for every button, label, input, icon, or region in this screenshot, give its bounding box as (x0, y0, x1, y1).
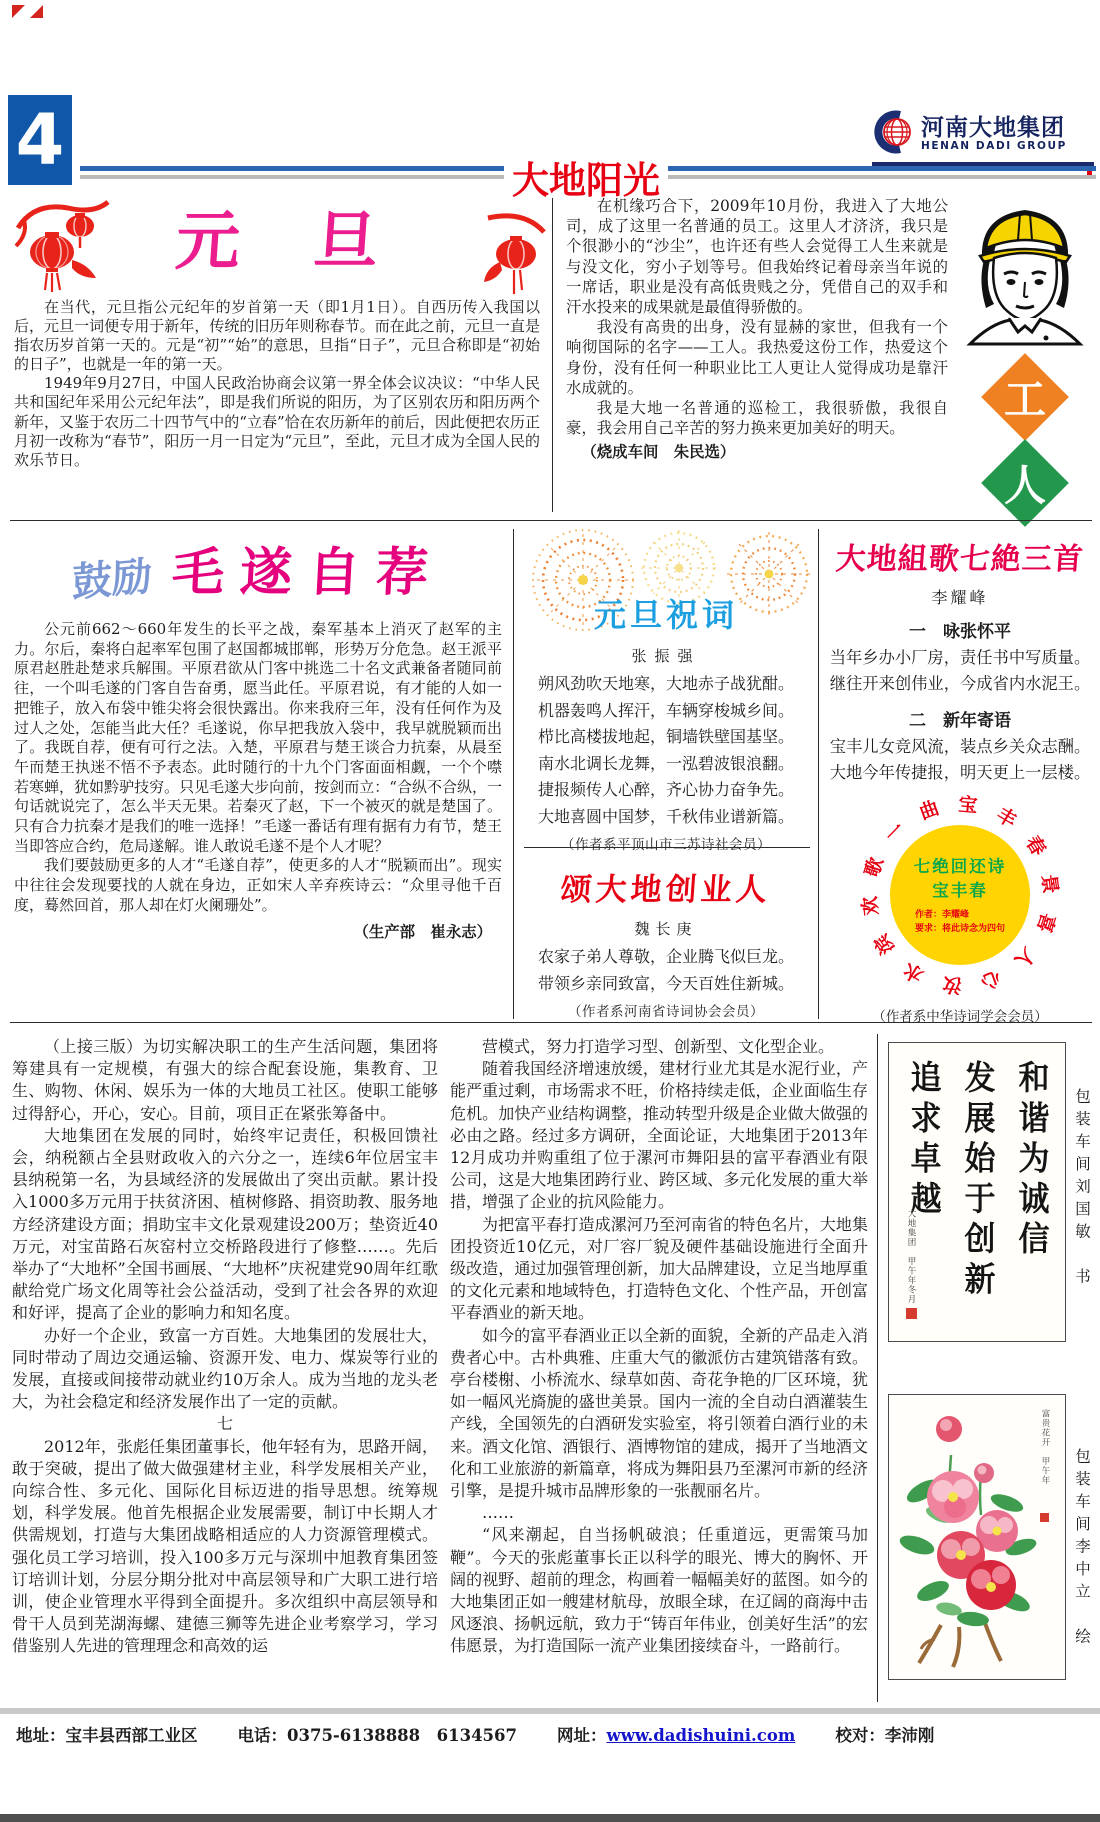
paragraph: 我是大地一名普通的巡检工，我很骄傲，我很自豪，我会用自己辛苦的努力换来更加美好的明天。 (566, 399, 948, 438)
painting-inscription: 富贵花开 甲午年 (1040, 1409, 1050, 1485)
article-title-song: 颂大地创业人 (559, 872, 773, 908)
article-author: 魏长庚 (634, 920, 698, 938)
article-worker (566, 196, 1094, 530)
circle-title: 宝丰春 (932, 880, 988, 900)
crop-mark-icon (30, 5, 43, 18)
masthead-title: 大地阳光 (512, 159, 660, 202)
paragraph: …… (482, 1503, 514, 1523)
poem-line: 继往开来创伟业，今成省内水泥王。 (829, 674, 1091, 693)
poem-line: 捷报频传人心醉，齐心协力奋争先。 (537, 780, 794, 799)
column-divider (877, 1034, 878, 1702)
column-divider (552, 198, 553, 512)
poem-line: 大地喜圆中国梦，千秋伟业谱新篇。 (537, 806, 794, 826)
article-separator (524, 847, 810, 848)
poem-line: 农家子弟人尊敬，企业腾飞似巨龙。 (537, 947, 794, 966)
calligraphy-column: 发展始于创新 (958, 1060, 995, 1302)
paragraph: 办好一个企业，致富一方百姓。大地集团的发展壮大，同时带动了周边交通运输、资源开发、电力、煤炭等行业的发展，直接或间接带动就业约10万余人。成为当地的龙头老大，为社会稳定和经济发展作出了一定的贡献。 (12, 1325, 438, 1412)
ring-char: 人 (1010, 943, 1040, 973)
ring-char: 春 (1021, 831, 1051, 860)
poem-line: 机器轰鸣人挥汗，车辆穿梭城乡间。 (537, 700, 794, 720)
calligraphy-inscription: 大地集团 甲午年冬月 (906, 1209, 916, 1304)
calligraphy-artwork (888, 1042, 1066, 1342)
ring-char: 滨 (869, 930, 899, 959)
poem-line: 栉比高楼拔地起，铜墙铁壁国基坚。 (537, 727, 794, 746)
paragraph: 在当代，元旦指公元纪年的岁首第一天（即1月1日）。自西历传入我国以后，元旦一词便专用于新年，传统的旧历年则称春节。而在此之前，元旦一直是指农历岁首第一天的。元是“初”“始”的意思，旦指“日子”，元旦合称即是“初始的日子”，也就是一年的第一天。 (14, 298, 540, 374)
logo-text-en: HENAN DADI GROUP (921, 139, 1067, 152)
ring-char: 歌 (860, 854, 888, 880)
poem-line: 大地今年传捷报，明天更上一层楼。 (829, 763, 1091, 782)
column-divider (513, 529, 514, 1019)
paragraph: “风来潮起，自当扬帆破浪；任重道远，更需策马加鞭”。今天的张彪董事长正以科学的眼光、博大的胸怀、开阔的视野、超前的理念，构画着一幅幅美好的蓝图。如今的大地集团正如一艘建材航母，放眼全球，在辽阔的商海中击风逐浪、扬帆远航，致力于“铸百年伟业，创美好生活”的宏伟愿景，为打造国际一流产业集团接续奋斗，一路前行。 (450, 1525, 868, 1656)
footer-rule (0, 1708, 1100, 1714)
author-note: （作者系平顶山市三苏诗社会员） (561, 837, 771, 853)
page-bottom-strip (0, 1814, 1100, 1822)
lantern-icon (14, 194, 110, 298)
article-zhuci (521, 528, 811, 853)
poem-section-heading: 一 咏张怀平 (909, 622, 1011, 642)
circle-rule: 要求：将此诗念为四句 (914, 923, 1005, 934)
article-signature: （生产部 崔永志） (353, 922, 492, 941)
company-logo (872, 110, 1094, 168)
article-title-zhuci: 元旦祝词 (593, 596, 738, 634)
article-author: 李耀峰 (931, 588, 989, 607)
main-article-col2 (450, 1036, 868, 1658)
author-note: （作者系河南省诗词协会会员） (568, 1004, 764, 1020)
footer-address: 地址：宝丰县西部工业区 (16, 1726, 198, 1745)
paragraph: 公元前662～660年发生的长平之战，秦军基本上消灭了赵军的主力。尔后，秦将白起率军包围了赵国都城邯郸，形势万分危急。赵王派平原君赵胜赴楚求兵解围。平原君欲从门客中挑选二十名文武兼备者随同前往，一个叫毛遂的门客自告奋勇，愿当此任。平原君说，有才能的人如一把锥子，放入布袋中锥尖将会很快露出。你来我府三年，没有任何作为及过人之处，怎能当此大任？毛遂说，你早把我放入袋中，我早就脱颖而出了。我既自荐，便有可行之法。入楚，平原君与楚王谈合力抗秦，从晨至午而楚王执迷不悟不予表态。此时随行的十九个门客面面相觑，一个个噤若寒蝉，犹如黔驴技穷。只见毛遂大步向前，按剑而立：“合纵不合纵，一句话就说完了，怎么半天无果。若秦灭了赵，下一个被灭的就是楚国了。只有合力抗秦才是我们的唯一选择！”毛遂一番话有理有据有力有节，楚王当即答应合约，危局遂解。谁人敢说毛遂不是个人才呢？ (14, 620, 502, 855)
ring-char: 景 (1037, 873, 1062, 895)
circle-author: 作者：李耀峰 (914, 909, 969, 920)
poem-line: 当年乡办小厂房，责任书中写质量。 (829, 648, 1091, 667)
paragraph: 随着我国经济增速放缓，建材行业尤其是水泥行业，产能严重过剩，市场需求不旺，价格持续走低，企业面临生存危机。加快产业结构调整，推动转型升级是企业做大做强的必由之路。经过多方调研，全面论证，大地集团于2013年12月成功并购重组了位于漯河市舞阳县的富平春酒业有限公司，这是大地集团跨行业、跨区域、多元化发展的重大举措，增强了企业的抗风险能力。 (450, 1059, 868, 1212)
footer-website (557, 1722, 795, 1746)
paragraph: 我没有高贵的出身，没有显赫的家世，但我有一个响彻国际的名字——工人。我热爱这份工作，热爱这个身份，没有任何一种职业比工人更让人觉得成功是靠汗水成就的。 (566, 318, 948, 397)
footer-proofreader: 校对：李沛刚 (835, 1726, 935, 1745)
peony-flowers-icon (889, 1662, 1064, 1681)
section-separator (10, 520, 1092, 521)
crop-mark-icon (12, 5, 25, 18)
artwork-caption: 包装车间刘国敏 书 (1073, 1088, 1091, 1291)
poem-line: 南水北调长龙舞，一泓碧波银浪翻。 (537, 753, 794, 773)
masthead-rule-right (668, 166, 1096, 179)
ring-char: 水 (899, 958, 928, 987)
paragraph: 大地集团在发展的同时，始终牢记责任，积极回馈社会，纳税额占全县财政收入的六分之一，连续6年位居宝丰县纳税第一名，为县域经济的发展做出了突出贡献。累计投入1000多万元用于扶贫济困、植树修路、捐资助教、服务地方经济建设方面；捐助宝丰文化景观建设200万；垫资近40万元，对宝苗路石灰窑村立交桥路段进行了修整……。先后举办了“大地杯”全国书画展、“大地杯”庆祝建党90周年红歌献给党广场文化周等社会公益活动，受到了社会各界的欢迎和好评，提高了企业的影响力和知名度。 (12, 1125, 438, 1323)
worker-badge-gong: 工 (981, 353, 1069, 441)
paragraph: 营模式，努力打造学习型、创新型、文化型企业。 (482, 1037, 835, 1056)
article-title-maosui: 鼓励 毛遂自荐 (71, 542, 446, 607)
paragraph: 在机缘巧合下，2009年10月份，我进入了大地公司，成了这里一名普通的员工。这里人才济济，我只是个很渺小的“沙尘”，也许还有些人会觉得工人生来就是与没文化，穷小子划等号。但我始终记着母亲当年说的一席话，职业是没有高低贵贱之分，凭借自己的双手和汗水投来的成果就是最值得骄傲的。 (566, 197, 948, 317)
ring-char: 丰 (992, 803, 1021, 832)
red-seal-icon (906, 1308, 917, 1319)
circular-poem-diagram (840, 792, 1080, 998)
column-divider (818, 529, 819, 1019)
paragraph: 我们要鼓励更多的人才“毛遂自荐”，使更多的人才“脱颖而出”。现实中往往会发现要找的人就在身边，正如宋人辛弃疾诗云：“众里寻他千百度，蓦然回首，那人却在灯火阑珊处”。 (14, 856, 502, 914)
worker-portrait-icon (960, 331, 1090, 350)
paragraph: 2012年，张彪任集团董事长，他年轻有为，思路开阔，敢于突破，提出了做大做强建材主业，科学发展相关产业，向综合性、多元化、国际化目标迈进的指导思想。统筹规划，科学发展。他首先根据企业发展需要，制订中长期人才供需规划，打造与大集团战略相适应的人力资源管理模式。强化员工学习培训，投入100多万元与深圳中旭教育集团签订培训计划，分层分期分批对中高层领导和广大职工进行培训，使企业管理水平得到全面提升。多次组织中高层领导和骨干人员到芜湖海螺、建德三狮等先进企业考察学习，学习借鉴别人先进的管理理念和高效的运 (12, 1436, 438, 1656)
poem-line: 朔风劲吹天地寒，大地赤子战犹酣。 (537, 674, 794, 693)
footer (16, 1722, 1088, 1746)
artwork-caption: 包装车间李中立 绘 (1073, 1448, 1091, 1651)
ring-char: 心 (978, 966, 1004, 994)
poem-line: 宝丰儿女竞风流，装点乡关众志酬。 (829, 737, 1091, 756)
peony-painting (888, 1394, 1066, 1680)
website-link[interactable]: www.dadishuini.com (606, 1726, 796, 1745)
ring-char: 汝 (941, 973, 963, 997)
red-seal-icon (1040, 1513, 1049, 1522)
article-maosui (14, 534, 502, 942)
ring-char: 一 (880, 817, 910, 847)
poem-section-heading: 二 新年寄语 (909, 711, 1011, 731)
poem-line: 带领乡亲同致富，今天百姓住新城。 (537, 973, 794, 993)
ring-char: 曲 (916, 796, 942, 824)
ring-char: 宝 (957, 793, 979, 817)
calligraphy-column: 追求卓越 (904, 1060, 941, 1222)
lantern-icon (482, 206, 546, 302)
paragraph: 1949年9月27日，中国人民政治协商会议第一界全体会议决议：“中华人民共和国纪年采用公元纪年法”，即是我们所说的阳历，为了区别农历和阳历两个新年，又鉴于农历二十四节气中的“立春”恰在农历新年的前后，因此便把农历正月初一改称为“春节”，阳历一月一日定为“元旦”，至此，元旦才成为全国人民的欢乐节日。 (14, 374, 540, 469)
ring-char: 欢 (858, 895, 883, 917)
article-song (521, 864, 811, 1020)
circle-title: 七绝回还诗 (913, 856, 1007, 876)
footer-phone: 电话：0375-6138888 6134567 (237, 1726, 518, 1745)
article-yuandan (14, 194, 540, 470)
article-author: 张振强 (631, 647, 701, 665)
globe-icon (872, 110, 914, 158)
paragraph: 为把富平春打造成漯河乃至河南省的特色名片，大地集团投资近10亿元，对厂容厂貌及硬件基础设施进行全面升级改造，通过加强管理创新，加大品牌建设，立足当地厚重的文化元素和地域特色，打造特色文化、个性产品，开创富平春酒业的新天地。 (450, 1214, 868, 1323)
masthead-rule-left (80, 166, 504, 179)
main-article-col1 (12, 1036, 438, 1658)
ring-char: 喜 (1032, 910, 1060, 936)
page-number: 4 (8, 95, 72, 185)
article-qijue (826, 534, 1094, 1025)
worker-badge-ren: 人 (981, 439, 1069, 527)
footer-web-label: 网址： (557, 1726, 607, 1745)
paragraph: 如今的富平春酒业正以全新的面貌，全新的产品走入消费者心中。古朴典雅、庄重大气的徽派仿古建筑错落有致。亭台楼榭、小桥流水、绿草如茵、奇花争艳的厂区环境，犹如一幅风光旖旎的盛世美景。国内一流的全自动白酒灌装生产线，全国领先的白酒研发实验室，将引领着白酒行业的未来。酒文化馆、酒银行、酒博物馆的建成，揭开了当地酒文化和工业旅游的新篇章，将成为舞阳县乃至漯河市新的经济引擎，是提升城市品牌形象的一张靓丽名片。 (450, 1325, 868, 1501)
article-title-yuandan: 元 旦 (173, 204, 381, 279)
paragraph: 七 (216, 1414, 233, 1434)
article-title-qijue: 大地組歌七絶三首 (834, 542, 1085, 577)
poem-circle (890, 825, 1030, 965)
paragraph: （上接三版）为切实解决职工的生产生活问题，集团将筹建具有一定规模，有强大的综合配套设施，集教育、卫生、购物、休闲、娱乐为一体的大地员工社区。使职工能够过得舒心，开心，安心。目前，项目正在紧张筹备中。 (12, 1037, 438, 1123)
calligraphy-column: 和谐为诚信 (1012, 1060, 1049, 1262)
article-signature: （烧成车间 朱民选） (581, 443, 736, 462)
logo-text-cn: 河南大地集团 (921, 114, 1065, 141)
section-separator (10, 1022, 1092, 1023)
author-note: （作者系中华诗词学会会员） (872, 1009, 1048, 1025)
